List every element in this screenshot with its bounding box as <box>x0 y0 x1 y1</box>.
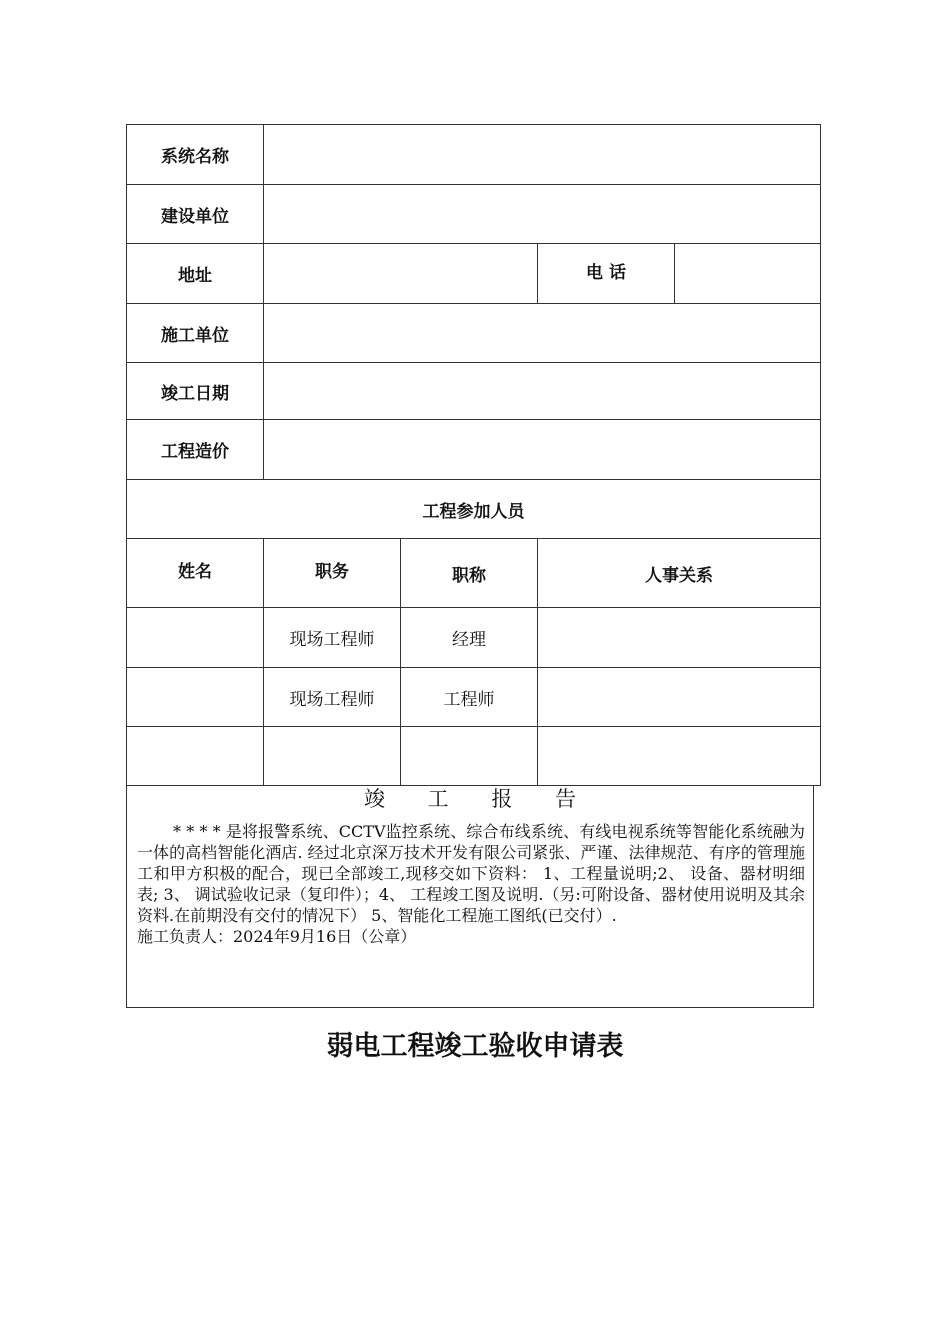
participant-title[interactable] <box>401 727 538 786</box>
participants-heading: 工程参加人员 <box>127 480 821 539</box>
header-name: 姓名 <box>127 539 264 608</box>
completion-date-value[interactable] <box>264 363 821 420</box>
participant-position[interactable]: 现场工程师 <box>264 608 401 668</box>
participants-header-row <box>127 539 821 608</box>
report-signature: 施工负责人：2024年9月16日（公章） <box>137 927 417 946</box>
participant-position[interactable]: 现场工程师 <box>264 668 401 727</box>
report-text: * * * * 是将报警系统、CCTV监控系统、综合布线系统、有线电视系统等智能化系统融为一体的高档智能化酒店. 经过北京深万技术开发有限公司紧张、严谨、法律规范、有序的管理施工和甲方积极的配合，现已全部竣工,现移交如下资料： 1、工程量说明;2、 设备、器材明细表; 3、 调试验收记录（复印件）；4、 工程竣工图及说明.（另:可附设备、器材使用说明及其余资料.在前期没有交付的情况下） 5、智能化工程施工图纸(已交付）. <box>137 822 805 925</box>
participant-relation[interactable] <box>538 668 821 727</box>
participant-position[interactable] <box>264 727 401 786</box>
participant-title[interactable]: 经理 <box>401 608 538 668</box>
header-personnel-relation: 人事关系 <box>538 539 821 608</box>
participant-title[interactable]: 工程师 <box>401 668 538 727</box>
construction-unit-label: 施工单位 <box>127 304 264 363</box>
participant-name[interactable] <box>127 668 264 727</box>
project-cost-label: 工程造价 <box>127 420 264 480</box>
header-position: 职务 <box>264 539 401 608</box>
row-system-name <box>127 125 821 185</box>
address-label: 地址 <box>127 244 264 304</box>
build-unit-value[interactable] <box>264 185 821 244</box>
construction-unit-value[interactable] <box>264 304 821 363</box>
row-completion-date <box>127 363 821 420</box>
report-title: 竣 工 报 告 <box>363 787 595 811</box>
report-body <box>127 813 813 947</box>
completion-report-box <box>126 785 814 1008</box>
completion-date-label: 竣工日期 <box>127 363 264 420</box>
row-build-unit <box>127 185 821 244</box>
system-name-label: 系统名称 <box>127 125 264 185</box>
phone-value[interactable] <box>675 244 821 304</box>
table-row <box>127 668 821 727</box>
table-row <box>127 727 821 786</box>
project-cost-value[interactable] <box>264 420 821 480</box>
address-value[interactable] <box>264 244 538 304</box>
row-project-cost <box>127 420 821 480</box>
document-title: 弱电工程竣工验收申请表 <box>326 1031 624 1062</box>
system-name-value[interactable] <box>264 125 821 185</box>
row-construction-unit <box>127 304 821 363</box>
participant-relation[interactable] <box>538 727 821 786</box>
participant-name[interactable] <box>127 727 264 786</box>
participant-relation[interactable] <box>538 608 821 668</box>
table-row <box>127 608 821 668</box>
row-participants-heading <box>127 480 821 539</box>
build-unit-label: 建设单位 <box>127 185 264 244</box>
participant-name[interactable] <box>127 608 264 668</box>
header-title: 职称 <box>401 539 538 608</box>
phone-label: 电 话 <box>538 244 675 304</box>
acceptance-form-table <box>126 124 821 786</box>
row-address <box>127 244 821 304</box>
